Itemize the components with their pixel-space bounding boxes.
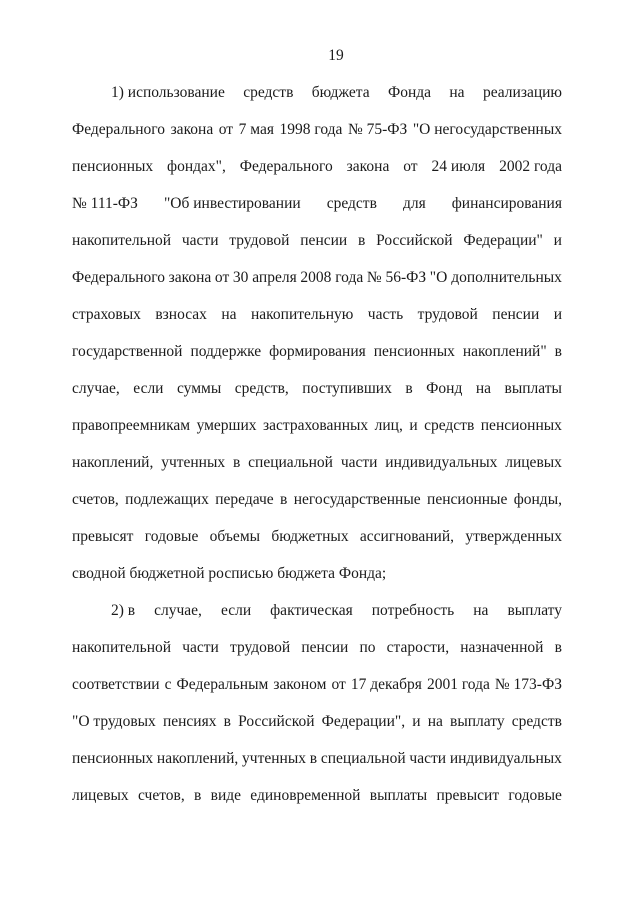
word: фактическая xyxy=(270,602,353,619)
document-body xyxy=(72,74,562,814)
word: взносах xyxy=(155,306,207,323)
word: средств, xyxy=(234,380,289,397)
word: ассигнований, xyxy=(359,528,455,545)
word: от xyxy=(331,676,346,693)
word: 2008 года xyxy=(300,269,364,286)
word: Федерального xyxy=(239,158,333,175)
word: выплату xyxy=(507,602,562,619)
text-line xyxy=(72,370,562,407)
word: "О трудовых xyxy=(72,713,156,730)
word: и xyxy=(412,713,421,730)
word: "Об инвестировании xyxy=(163,195,301,212)
text-line xyxy=(72,259,562,296)
word: лицевых xyxy=(72,787,129,804)
word: в xyxy=(554,639,562,656)
word: трудовой xyxy=(230,639,291,656)
word: пенсии xyxy=(300,232,348,249)
word: специальной xyxy=(320,750,406,767)
word: Федерального xyxy=(72,269,166,286)
word: части xyxy=(182,639,219,656)
word: 1) использование xyxy=(111,84,225,101)
word: в xyxy=(223,713,231,730)
word: годовые xyxy=(144,528,199,545)
word: 2002 года xyxy=(499,158,562,175)
word: накоплений, xyxy=(156,750,239,767)
word: на xyxy=(449,84,465,101)
word: в xyxy=(405,380,413,397)
word: Фонда xyxy=(387,84,432,101)
word: пенсиях xyxy=(162,713,217,730)
word: от xyxy=(403,158,418,175)
word: часть xyxy=(367,306,404,323)
word: накопительной xyxy=(72,232,172,249)
word: подлежащих xyxy=(125,491,209,508)
word: формирования xyxy=(269,343,366,360)
text-line xyxy=(72,481,562,518)
word: "О дополнительных xyxy=(429,269,562,286)
word: поступивших xyxy=(302,380,392,397)
word: бюджета xyxy=(311,84,370,101)
word: от xyxy=(218,121,234,138)
word: утвержденных xyxy=(465,528,562,545)
word: для xyxy=(402,195,426,212)
word: и xyxy=(553,306,562,323)
word: и xyxy=(553,232,562,249)
word: 2001 года xyxy=(426,676,490,693)
text-line xyxy=(72,333,562,370)
word: 24 июля xyxy=(431,158,486,175)
word: превысит xyxy=(436,787,500,804)
word: в xyxy=(358,232,366,249)
word: трудовой xyxy=(417,306,478,323)
word: № 56-ФЗ xyxy=(366,269,427,286)
word: средств xyxy=(424,417,475,434)
word: закона xyxy=(346,158,390,175)
word: выплаты xyxy=(504,380,562,397)
text-line xyxy=(72,185,562,222)
text-line xyxy=(72,444,562,481)
word: фондах", xyxy=(167,158,226,175)
word: счетов, xyxy=(137,787,185,804)
word: пенсии xyxy=(301,639,349,656)
text-line xyxy=(72,222,562,259)
word: Федерации" xyxy=(463,232,543,249)
word: случае, xyxy=(72,380,120,397)
word: реализацию xyxy=(482,84,562,101)
word: негосударственные xyxy=(293,491,421,508)
text-line xyxy=(72,740,562,777)
word: в xyxy=(194,787,202,804)
word: Федерации", xyxy=(321,713,406,730)
word: 1998 года xyxy=(279,121,343,138)
word: пенсии xyxy=(492,306,540,323)
word: лиц, xyxy=(374,417,403,434)
word: назначенной xyxy=(460,639,544,656)
word: счетов, xyxy=(72,491,119,508)
word: от xyxy=(214,269,230,286)
text-line xyxy=(72,666,562,703)
word: случае, xyxy=(154,602,202,619)
word: если xyxy=(133,380,164,397)
word: пенсионные xyxy=(427,491,508,508)
text-line xyxy=(72,592,562,629)
text-line xyxy=(72,629,562,666)
word: в xyxy=(309,750,318,767)
text-line xyxy=(72,518,562,555)
word: специальной xyxy=(248,454,333,471)
word: трудовой xyxy=(229,232,290,249)
word: правопреемникам xyxy=(72,417,191,434)
word: 7 мая xyxy=(238,121,274,138)
text-line xyxy=(72,74,562,111)
word: единовременной xyxy=(250,787,361,804)
word: государственной xyxy=(72,343,183,360)
word: 17 декабря xyxy=(350,676,422,693)
word: законом xyxy=(273,676,327,693)
word: индивидуальных xyxy=(385,454,498,471)
word: умерших xyxy=(196,417,257,434)
word: застрахованных xyxy=(263,417,369,434)
word: средств xyxy=(326,195,377,212)
word: на xyxy=(427,713,443,730)
word: учтенных xyxy=(242,750,306,767)
word: 30 апреля xyxy=(232,269,297,286)
word: Федеральным xyxy=(176,676,269,693)
word: части xyxy=(340,454,378,471)
page-number: 19 xyxy=(328,47,344,64)
word: Российской xyxy=(238,713,315,730)
word: части xyxy=(409,750,447,767)
word: накопительной xyxy=(72,639,172,656)
word: и xyxy=(409,417,418,434)
word: старости, xyxy=(386,639,450,656)
word: выплаты xyxy=(369,787,428,804)
word: № 111-ФЗ xyxy=(72,195,138,212)
word: Российской xyxy=(376,232,453,249)
word: накоплений" xyxy=(462,343,547,360)
word: годовые xyxy=(508,787,562,804)
word: на xyxy=(475,380,492,397)
word: пенсионных xyxy=(480,417,562,434)
word: соответствии xyxy=(72,676,160,693)
word: № 75-ФЗ xyxy=(347,121,408,138)
word: пенсионных xyxy=(373,343,455,360)
word: пенсионных xyxy=(72,158,154,175)
word: финансирования xyxy=(451,195,562,212)
word: с xyxy=(164,676,172,693)
word: закона xyxy=(170,121,214,138)
word: потребность xyxy=(371,602,455,619)
word: Фонд xyxy=(426,380,463,397)
word: по xyxy=(359,639,376,656)
word: в xyxy=(280,491,288,508)
word: на xyxy=(221,306,237,323)
word: учтенных xyxy=(161,454,226,471)
text-line xyxy=(72,148,562,185)
word: выплату xyxy=(450,713,505,730)
text-line xyxy=(72,296,562,333)
word: накоплений, xyxy=(72,454,154,471)
word: на xyxy=(473,602,489,619)
word: объемы xyxy=(209,528,261,545)
word: индивидуальных xyxy=(449,750,562,767)
word: пенсионных xyxy=(72,750,154,767)
text-line xyxy=(72,407,562,444)
word: накопительную xyxy=(251,306,354,323)
word: бюджетных xyxy=(271,528,349,545)
word: если xyxy=(220,602,252,619)
word: в xyxy=(232,454,241,471)
word: средств xyxy=(511,713,562,730)
text-line xyxy=(72,111,562,148)
word: лицевых xyxy=(505,454,562,471)
word: 2) в xyxy=(111,602,136,619)
word: № 173-ФЗ xyxy=(494,676,562,693)
word: виде xyxy=(210,787,242,804)
word: средств xyxy=(243,84,294,101)
word: в xyxy=(554,343,562,360)
word: превысят xyxy=(72,528,134,545)
word: "О негосударственных xyxy=(412,121,562,138)
word: страховых xyxy=(72,306,141,323)
text-line xyxy=(72,777,562,814)
word: Федерального xyxy=(72,121,166,138)
word: фонды, xyxy=(513,491,562,508)
text-line xyxy=(72,703,562,740)
text-line: сводной бюджетной росписью бюджета Фонда; xyxy=(72,565,387,582)
word: поддержке xyxy=(190,343,262,360)
word: суммы xyxy=(176,380,222,397)
word: закона xyxy=(168,269,212,286)
word: части xyxy=(181,232,219,249)
word: передаче xyxy=(215,491,274,508)
